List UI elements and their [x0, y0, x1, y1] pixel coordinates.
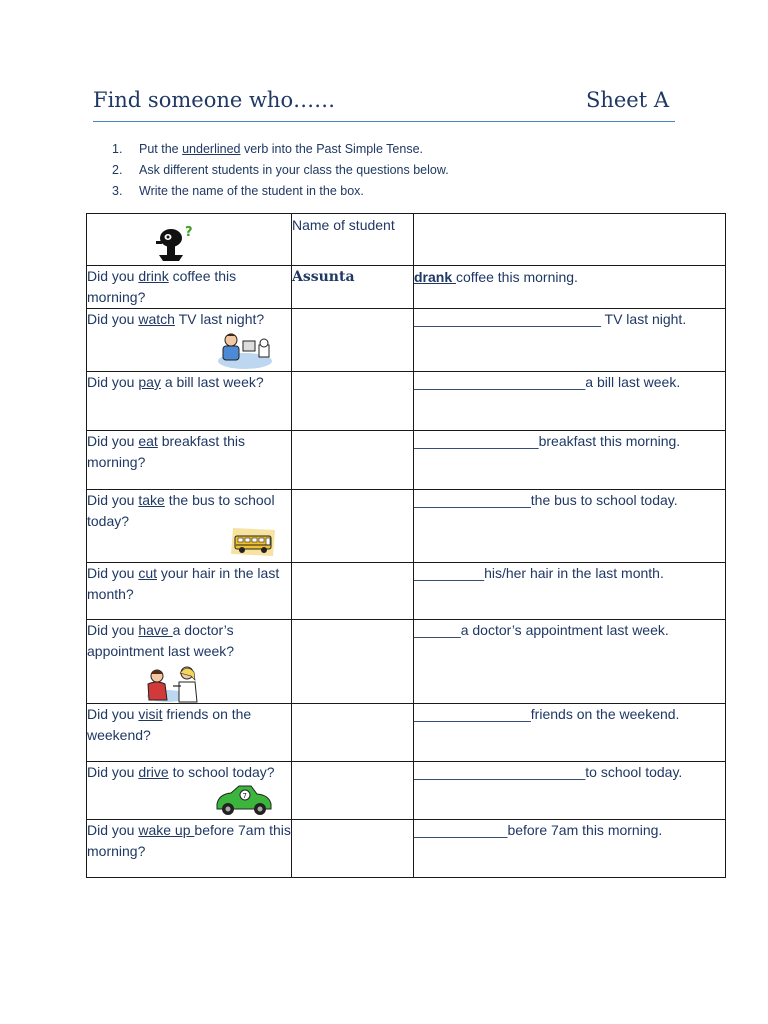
question-text: Did you: [87, 433, 139, 449]
table-row: [87, 266, 726, 309]
answer-text: breakfast this morning.: [538, 433, 681, 449]
tv-watching-icon: [217, 331, 275, 369]
page-title: Find someone who……: [93, 88, 336, 112]
question-verb: drive: [138, 764, 169, 780]
instruction-number: 2.: [112, 163, 123, 177]
student-name-cell[interactable]: [292, 820, 414, 878]
answer-cell: [414, 490, 726, 563]
instruction-number: 3.: [112, 184, 123, 198]
answer-cell: [414, 309, 726, 372]
instruction-text: verb into the Past Simple Tense.: [240, 142, 423, 156]
question-cell: [87, 563, 292, 620]
instruction-text: Write the name of the student in the box.: [139, 184, 364, 198]
answer-blank: ________________________: [414, 311, 601, 327]
question-cell: [87, 431, 292, 490]
instruction-number: 1.: [112, 142, 123, 156]
answer-text: coffee this morning.: [456, 269, 578, 285]
answer-header-cell: [414, 214, 726, 266]
answer-blank: ______________________: [414, 764, 586, 780]
table-row: [87, 372, 726, 431]
question-cell: [87, 762, 292, 820]
answer-blank: ________________: [414, 433, 539, 449]
answer-text: friends on the weekend.: [530, 706, 680, 722]
question-text: a bill last week?: [160, 374, 264, 390]
question-cell: [87, 704, 292, 762]
instructions-list: [112, 140, 449, 203]
question-text: Did you: [87, 492, 139, 508]
green-car-icon: [213, 782, 275, 818]
table-row: [87, 309, 726, 372]
name-of-student-header: Name of student: [292, 217, 395, 233]
question-verb: take: [138, 492, 165, 508]
answer-blank: ______________________: [414, 374, 586, 390]
question-text: Did you: [87, 764, 139, 780]
student-name-cell[interactable]: [292, 431, 414, 490]
instruction-item: [112, 161, 449, 182]
answer-blank: ______: [414, 622, 461, 638]
answer-blank: ____________: [414, 822, 508, 838]
answer-text: to school today.: [585, 764, 683, 780]
question-cell: [87, 490, 292, 563]
question-figure-icon: [153, 223, 195, 263]
student-name-cell[interactable]: [292, 620, 414, 704]
answer-blank: _________: [414, 565, 485, 581]
answer-cell: [414, 620, 726, 704]
answer-cell: [414, 266, 726, 309]
question-cell: [87, 266, 292, 309]
instruction-text: Ask different students in your class the questions below.: [139, 163, 449, 177]
answer-cell: [414, 704, 726, 762]
question-verb: drink: [138, 268, 169, 284]
student-name-cell[interactable]: [292, 266, 414, 309]
question-text: Did you: [87, 565, 139, 581]
question-text: Did you: [87, 268, 139, 284]
question-text: the bus to school today?: [87, 492, 275, 529]
answer-blank: _______________: [414, 706, 531, 722]
question-verb: cut: [138, 565, 158, 581]
answer-verb: drank: [414, 269, 457, 285]
question-cell: [87, 820, 292, 878]
doctor-patient-icon: [145, 664, 205, 704]
question-text: Did you: [87, 374, 139, 390]
page-header: [93, 88, 675, 122]
answer-cell: [414, 372, 726, 431]
student-name-cell[interactable]: [292, 762, 414, 820]
table-row: [87, 620, 726, 704]
survey-table: [86, 213, 726, 878]
answer-text: a doctor’s appointment last week.: [460, 622, 669, 638]
question-text: to school today?: [168, 764, 275, 780]
question-cell: [87, 620, 292, 704]
question-text: before 7am this morning?: [87, 822, 291, 859]
table-row: [87, 490, 726, 563]
table-header-row: [87, 214, 726, 266]
question-text: Did you: [87, 311, 139, 327]
question-text: Did you: [87, 822, 139, 838]
student-name-cell[interactable]: [292, 563, 414, 620]
instruction-item: [112, 140, 449, 161]
svg-text:7: 7: [242, 792, 247, 800]
question-verb: visit: [138, 706, 163, 722]
header-image-cell: [87, 214, 292, 266]
question-cell: [87, 372, 292, 431]
answer-cell: [414, 431, 726, 490]
student-name: Assunta: [292, 269, 355, 285]
question-verb: have: [138, 622, 173, 638]
question-verb: eat: [138, 433, 158, 449]
question-text: coffee this morning?: [87, 268, 237, 305]
table-row: [87, 820, 726, 878]
question-verb: watch: [138, 311, 175, 327]
answer-cell: [414, 563, 726, 620]
answer-text: a bill last week.: [585, 374, 681, 390]
school-bus-icon: [229, 526, 279, 558]
question-verb: wake up: [138, 822, 195, 838]
instruction-underlined-word: underlined: [182, 142, 241, 156]
student-name-cell[interactable]: [292, 372, 414, 431]
sheet-label: Sheet A: [585, 88, 669, 112]
instruction-text: Put the: [139, 142, 183, 156]
answer-text: the bus to school today.: [530, 492, 678, 508]
table-row: [87, 431, 726, 490]
question-text: your hair in the last month?: [87, 565, 280, 602]
question-text: Did you: [87, 706, 139, 722]
answer-cell: [414, 820, 726, 878]
svg-text:?: ?: [185, 225, 193, 240]
answer-text: his/her hair in the last month.: [484, 565, 664, 581]
question-text: TV last night?: [174, 311, 265, 327]
question-cell: [87, 309, 292, 372]
instruction-item: [112, 182, 449, 203]
name-header-cell: [292, 214, 414, 266]
answer-blank: _______________: [414, 492, 531, 508]
question-text: Did you: [87, 622, 139, 638]
table-row: [87, 704, 726, 762]
question-verb: pay: [138, 374, 161, 390]
question-text: friends on the weekend?: [87, 706, 252, 743]
table-row: [87, 563, 726, 620]
student-name-cell[interactable]: [292, 704, 414, 762]
answer-text: before 7am this morning.: [507, 822, 663, 838]
answer-cell: [414, 762, 726, 820]
student-name-cell[interactable]: [292, 309, 414, 372]
table-row: [87, 762, 726, 820]
question-text: a doctor’s appointment last week?: [87, 622, 235, 659]
student-name-cell[interactable]: [292, 490, 414, 563]
question-text: breakfast this morning?: [87, 433, 245, 470]
answer-text: TV last night.: [600, 311, 687, 327]
